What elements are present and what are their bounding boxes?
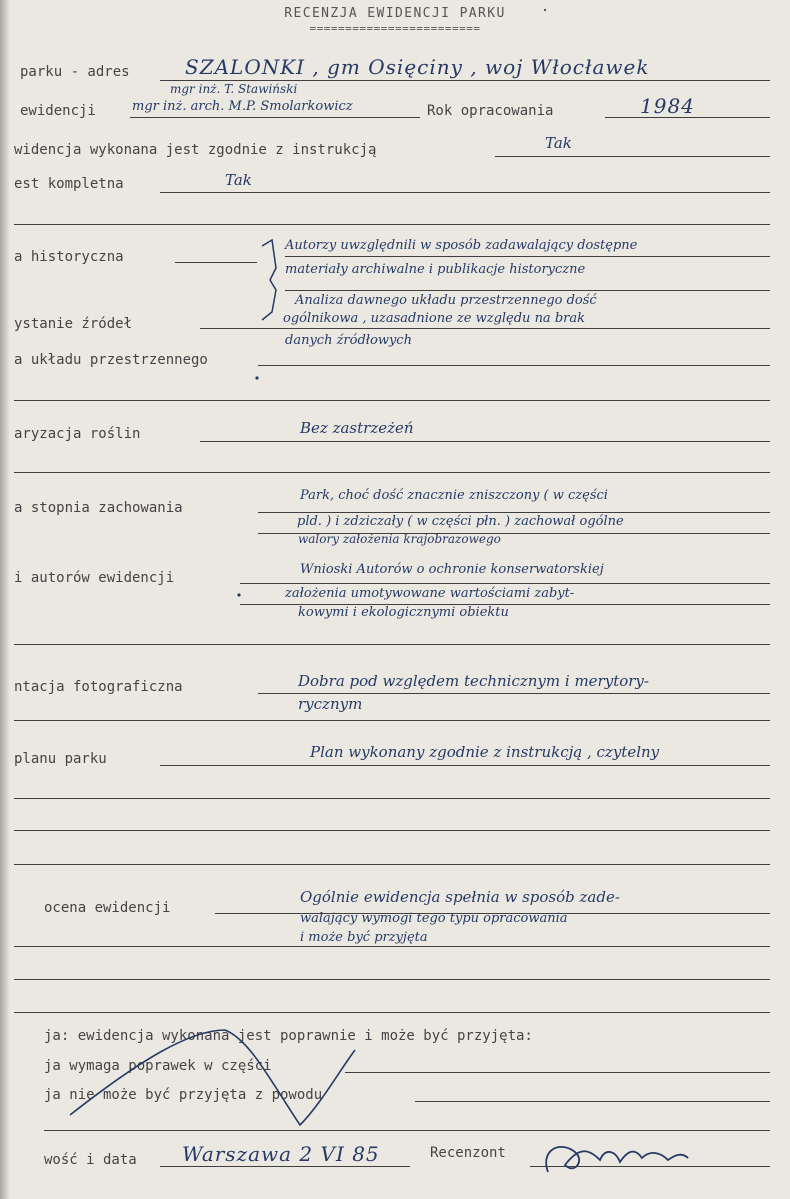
dot-mark-icon xyxy=(255,376,258,379)
historyczna-label: a historyczna xyxy=(14,249,124,265)
date-value: Warszawa 2 VI 85 xyxy=(182,1142,380,1166)
zrodel-label: ystanie źródeł xyxy=(14,316,133,332)
uklad-label: a układu przestrzennego xyxy=(14,352,208,368)
kompletna-value: Tak xyxy=(225,171,252,189)
ocena-value-3: i może być przyjęta xyxy=(300,930,428,945)
signature-icon xyxy=(546,1147,688,1172)
wnioski-value-3: kowymi i ekologicznymi obiektu xyxy=(298,605,509,620)
kompletna-label: est kompletna xyxy=(14,176,124,192)
zachowania-value-1: Park, choć dość znacznie zniszczony ( w części xyxy=(300,488,608,503)
adres-value: SZALONKI , gm Osięciny , woj Włocławek xyxy=(185,55,650,79)
wnioski-label: i autorów ewidencji xyxy=(14,570,175,586)
zrodel-value-3: danych źródłowych xyxy=(285,333,412,348)
wnioski-value-1: Wnioski Autorów o ochronie konserwatorskiej xyxy=(300,562,604,577)
zachowania-value-2: pld. ) i zdziczały ( w części płn. ) zachował ogólne xyxy=(297,514,624,529)
bracket-icon xyxy=(262,240,276,320)
zachowania-value-3: walory założenia krajobrazowego xyxy=(298,532,501,546)
rok-label: Rok opracowania xyxy=(427,103,554,119)
plan-label: planu parku xyxy=(14,751,107,767)
wnioski-value-2: założenia umotywowane wartościami zabyt- xyxy=(285,586,575,601)
historyczna-value-2: materiały archiwalne i publikacje historyczne xyxy=(285,262,586,277)
ocena-value-1: Ogólnie ewidencja spełnia w sposób zade- xyxy=(300,888,620,906)
foto-label: ntacja fotograficzna xyxy=(14,679,183,695)
date-label: wość i data xyxy=(44,1152,137,1168)
adres-label: parku - adres xyxy=(20,64,130,80)
foto-value-1: Dobra pod względem technicznym i merytory- xyxy=(298,672,649,690)
ocena-value-2: walający wymogi tego typu opracowania xyxy=(300,911,568,926)
rok-value: 1984 xyxy=(640,94,695,118)
zgodnie-label: widencja wykonana jest zgodnie z instrukcją xyxy=(14,142,377,158)
roslin-value: Bez zastrzeżeń xyxy=(300,419,414,437)
autor-label: ewidencji xyxy=(20,103,96,119)
autor-value-1: mgr inż. T. Stawiński xyxy=(170,82,298,96)
conclusion-partial: ja wymaga poprawek w części xyxy=(44,1058,272,1074)
zachowania-label: a stopnia zachowania xyxy=(14,500,183,516)
dot-mark-icon xyxy=(544,9,546,11)
plan-value: Plan wykonany zgodnie z instrukcją , czytelny xyxy=(310,743,660,761)
conclusion-accept: ja: ewidencja wykonana jest poprawnie i może być przyjęta: xyxy=(44,1028,533,1044)
foto-value-2: rycznym xyxy=(298,695,363,713)
form-title: RECENZJA EWIDENCJI PARKU xyxy=(284,6,506,21)
ocena-label: ocena ewidencji xyxy=(44,900,171,916)
zrodel-value-1: Analiza dawnego układu przestrzennego dość xyxy=(295,293,597,308)
recenzent-label: Recenzont xyxy=(430,1145,506,1161)
roslin-label: aryzacja roślin xyxy=(14,426,141,442)
zrodel-value-2: ogólnikowa , uzasadnione ze względu na brak xyxy=(283,311,585,326)
conclusion-reject: ja nie może być przyjęta z powodu xyxy=(44,1087,323,1103)
historyczna-value-1: Autorzy uwzględnili w sposób zadawalający dostępne xyxy=(285,238,638,253)
strike-stroke-icon xyxy=(70,1030,355,1125)
title-underline: ======================== xyxy=(309,22,481,35)
dot-mark-icon xyxy=(237,593,240,596)
autor-value-2: mgr inż. arch. M.P. Smolarkowicz xyxy=(132,99,353,114)
zgodnie-value: Tak xyxy=(545,134,572,152)
